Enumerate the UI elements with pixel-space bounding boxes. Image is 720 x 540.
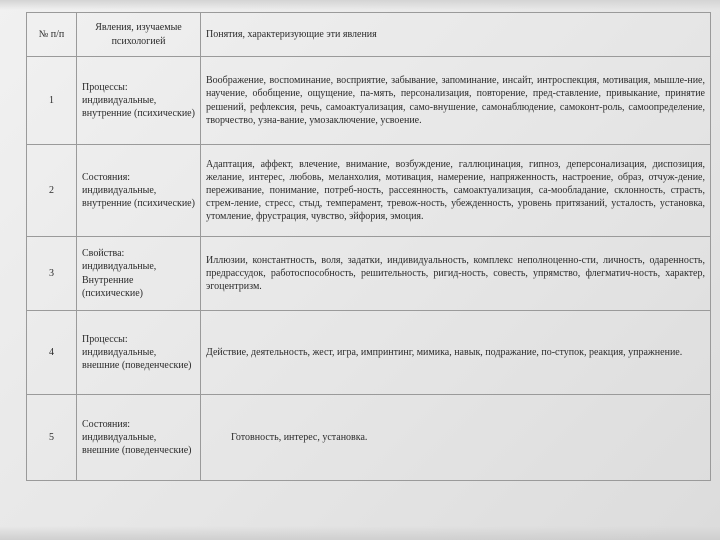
- row-number: 1: [27, 57, 77, 145]
- table-row: [27, 311, 711, 395]
- row-number: 4: [27, 311, 77, 395]
- row-phenomenon: Состояния: индивидуальные, внутренние (психические): [77, 145, 201, 237]
- row-phenomenon: Состояния: индивидуальные, внешние (поведенческие): [77, 395, 201, 481]
- row-concepts: Действие, деятельность, жест, игра, импринтинг, мимика, навык, подражание, по-ступок, реакция, упражнение.: [201, 311, 711, 395]
- row-concepts: Адаптация, аффект, влечение, внимание, возбуждение, галлюцинация, гипноз, деперсонализация, диспозиция, желание, интерес, любовь, меланхолия, мотивация, намерение, напряженность, настроение, образ, отчуж-дение, переживание, понимание, потреб-ность, рассеянность, самоактуализация, са-мообладание, склонность, страсть, стрем-ление, стресс, стыд, темперамент, тревож-ность, убежденность, уровень притязаний, усталость, установка, утомление, фрустрация, чувство, эйфория, эмоция.: [201, 145, 711, 237]
- decorative-top-band: [0, 0, 720, 10]
- row-phenomenon: Свойства: индивидуальные, Внутренние (психические): [77, 237, 201, 311]
- row-phenomenon: Процессы: индивидуальные, внутренние (психические): [77, 57, 201, 145]
- row-number: 5: [27, 395, 77, 481]
- table-row: [27, 57, 711, 145]
- row-phenomenon: Процессы: индивидуальные, внешние (поведенческие): [77, 311, 201, 395]
- table-row: [27, 237, 711, 311]
- row-number: 2: [27, 145, 77, 237]
- row-number: 3: [27, 237, 77, 311]
- row-concepts: Готовность, интерес, установка.: [201, 395, 711, 481]
- table-row: [27, 145, 711, 237]
- table-header-row: [27, 13, 711, 57]
- row-concepts: Воображение, воспоминание, восприятие, забывание, запоминание, инсайт, интроспекция, мотивация, мышле-ние, научение, обобщение, ощущение, па-мять, персонализация, повторение, пред-ставление, привыкание, принятие решений, рефлексия, речь, самоактуализация, само-внушение, самонаблюдение, самоконт-роль, самоопределение, творчество, узна-вание, умозаключение, усвоение.: [201, 57, 711, 145]
- decorative-bottom-band: [0, 526, 720, 540]
- psychology-concepts-table: [26, 12, 711, 481]
- row-concepts: Иллюзии, константность, воля, задатки, индивидуальность, комплекс неполноценно-сти, личность, одаренность, предрассудок, работоспособность, решительность, ригид-ность, совесть, упрямство, флегматич-ность, характер, эгоцентризм.: [201, 237, 711, 311]
- header-concepts: Понятия, характеризующие эти явления: [201, 13, 711, 57]
- table-row: [27, 395, 711, 481]
- header-number: № п/п: [27, 13, 77, 57]
- header-phenomena: Явления, изучаемые психологией: [77, 13, 201, 57]
